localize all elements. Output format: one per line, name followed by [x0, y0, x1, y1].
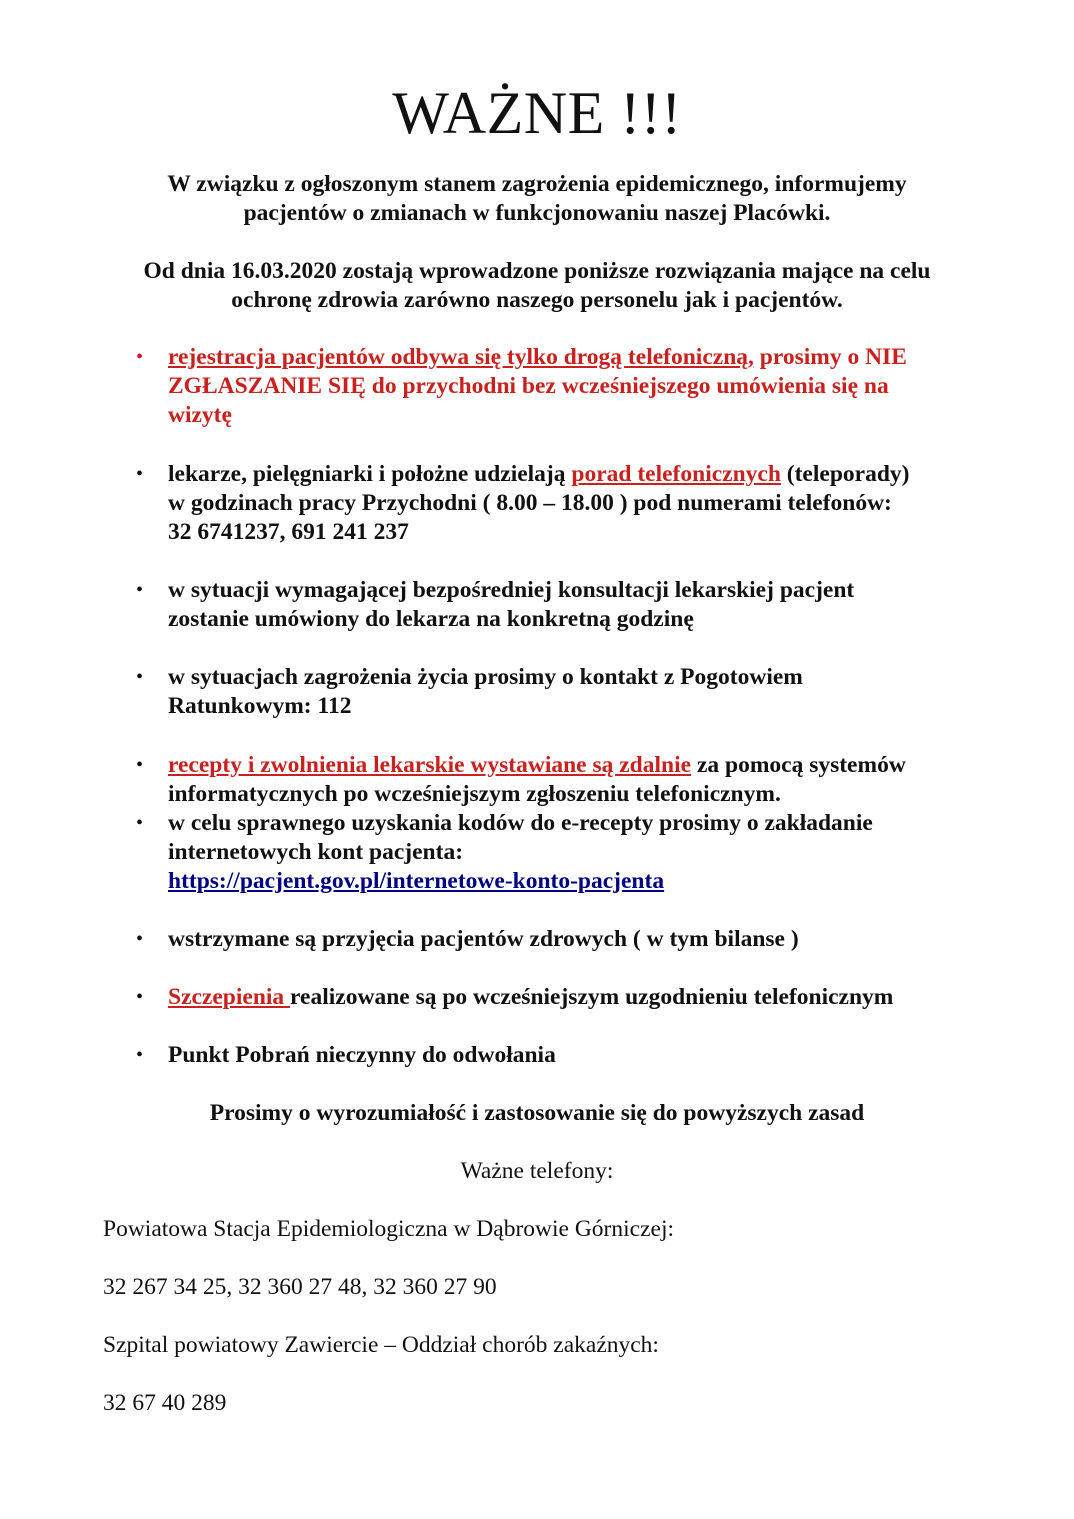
sanepid-numbers: 32 267 34 25, 32 360 27 48, 32 360 27 90 — [103, 1274, 497, 1300]
bullet-icon: • — [136, 463, 144, 485]
sanepid-label: Powiatowa Stacja Epidemiologiczna w Dąbrowie Górniczej: — [103, 1216, 674, 1242]
bullet-icon: • — [136, 1044, 144, 1066]
intro-line: ochronę zdrowia zarówno naszego personelu jak i pacjentów. — [231, 287, 843, 313]
rule-text: wstrzymane są przyjęcia pacjentów zdrowych ( w tym bilanse ) — [168, 926, 799, 952]
intro-line: pacjentów o zmianach w funkcjonowaniu naszej Placówki. — [243, 200, 831, 226]
hospital-label: Szpital powiatowy Zawiercie – Oddział chorób zakaźnych: — [103, 1332, 659, 1358]
hospital-number: 32 67 40 289 — [103, 1390, 227, 1416]
rule-text: realizowane są po wcześniejszym uzgodnieniu telefonicznym — [290, 984, 894, 1010]
bullet-icon: • — [136, 579, 144, 601]
rule-text: w sytuacji wymagającej bezpośredniej konsultacji lekarskiej pacjent — [168, 577, 855, 603]
rule-text: ZGŁASZANIE SIĘ do przychodni bez wcześniejszego umówienia się na — [168, 373, 889, 399]
intro-line: Od dnia 16.03.2020 zostają wprowadzone poniższe rozwiązania mające na celu — [143, 258, 931, 284]
bullet-icon: • — [136, 666, 144, 688]
bullet-icon: • — [136, 812, 144, 834]
intro-line: W związku z ogłoszonym stanem zagrożenia epidemicznego, informujemy — [167, 171, 907, 197]
rule-text-underlined: porad telefonicznych — [571, 461, 781, 487]
rule-text: Punkt Pobrań nieczynny do odwołania — [168, 1042, 556, 1068]
patient-account-link[interactable]: https://pacjent.gov.pl/internetowe-konto-pacjenta — [168, 868, 665, 894]
rule-text: internetowych kont pacjenta: — [168, 839, 464, 865]
rule-text: lekarze, pielęgniarki i położne udzielają — [168, 461, 572, 487]
bullet-icon: • — [136, 346, 144, 368]
rule-text: wizytę — [168, 402, 232, 428]
closing-note: Prosimy o wyrozumiałość i zastosowanie się do powyższych zasad — [209, 1100, 865, 1126]
rule-text: w godzinach pracy Przychodni ( 8.00 – 18.00 ) pod numerami telefonów: — [168, 490, 892, 516]
bullet-icon: • — [136, 754, 144, 776]
rule-text: w sytuacjach zagrożenia życia prosimy o kontakt z Pogotowiem — [168, 664, 803, 690]
bullet-icon: • — [136, 986, 144, 1008]
rule-text: informatycznych po wcześniejszym zgłoszeniu telefonicznym. — [168, 781, 781, 807]
rule-text: za pomocą systemów — [691, 752, 906, 778]
rule-text: (teleporady) — [780, 461, 910, 487]
rule-text: w celu sprawnego uzyskania kodów do e-recepty prosimy o zakładanie — [168, 810, 873, 836]
intro-paragraph — [90, 170, 984, 228]
rule-text-underlined: rejestracja pacjentów odbywa się tylko drogą telefoniczną, — [168, 344, 754, 370]
rule-text-underlined: Szczepienia — [168, 984, 291, 1010]
effective-date-paragraph — [90, 257, 984, 315]
rule-text: Ratunkowym: 112 — [168, 693, 352, 719]
bullet-icon: • — [136, 928, 144, 950]
rule-text: prosimy o NIE — [753, 344, 907, 370]
rule-text-underlined: recepty i zwolnienia lekarskie wystawiane są zdalnie — [168, 752, 692, 778]
phone-numbers: 32 6741237, 691 241 237 — [168, 519, 409, 545]
rule-text: zostanie umówiony do lekarza na konkretną godzinę — [168, 606, 694, 632]
page-title: WAŻNE !!! — [392, 80, 682, 146]
phones-heading: Ważne telefony: — [460, 1158, 614, 1184]
